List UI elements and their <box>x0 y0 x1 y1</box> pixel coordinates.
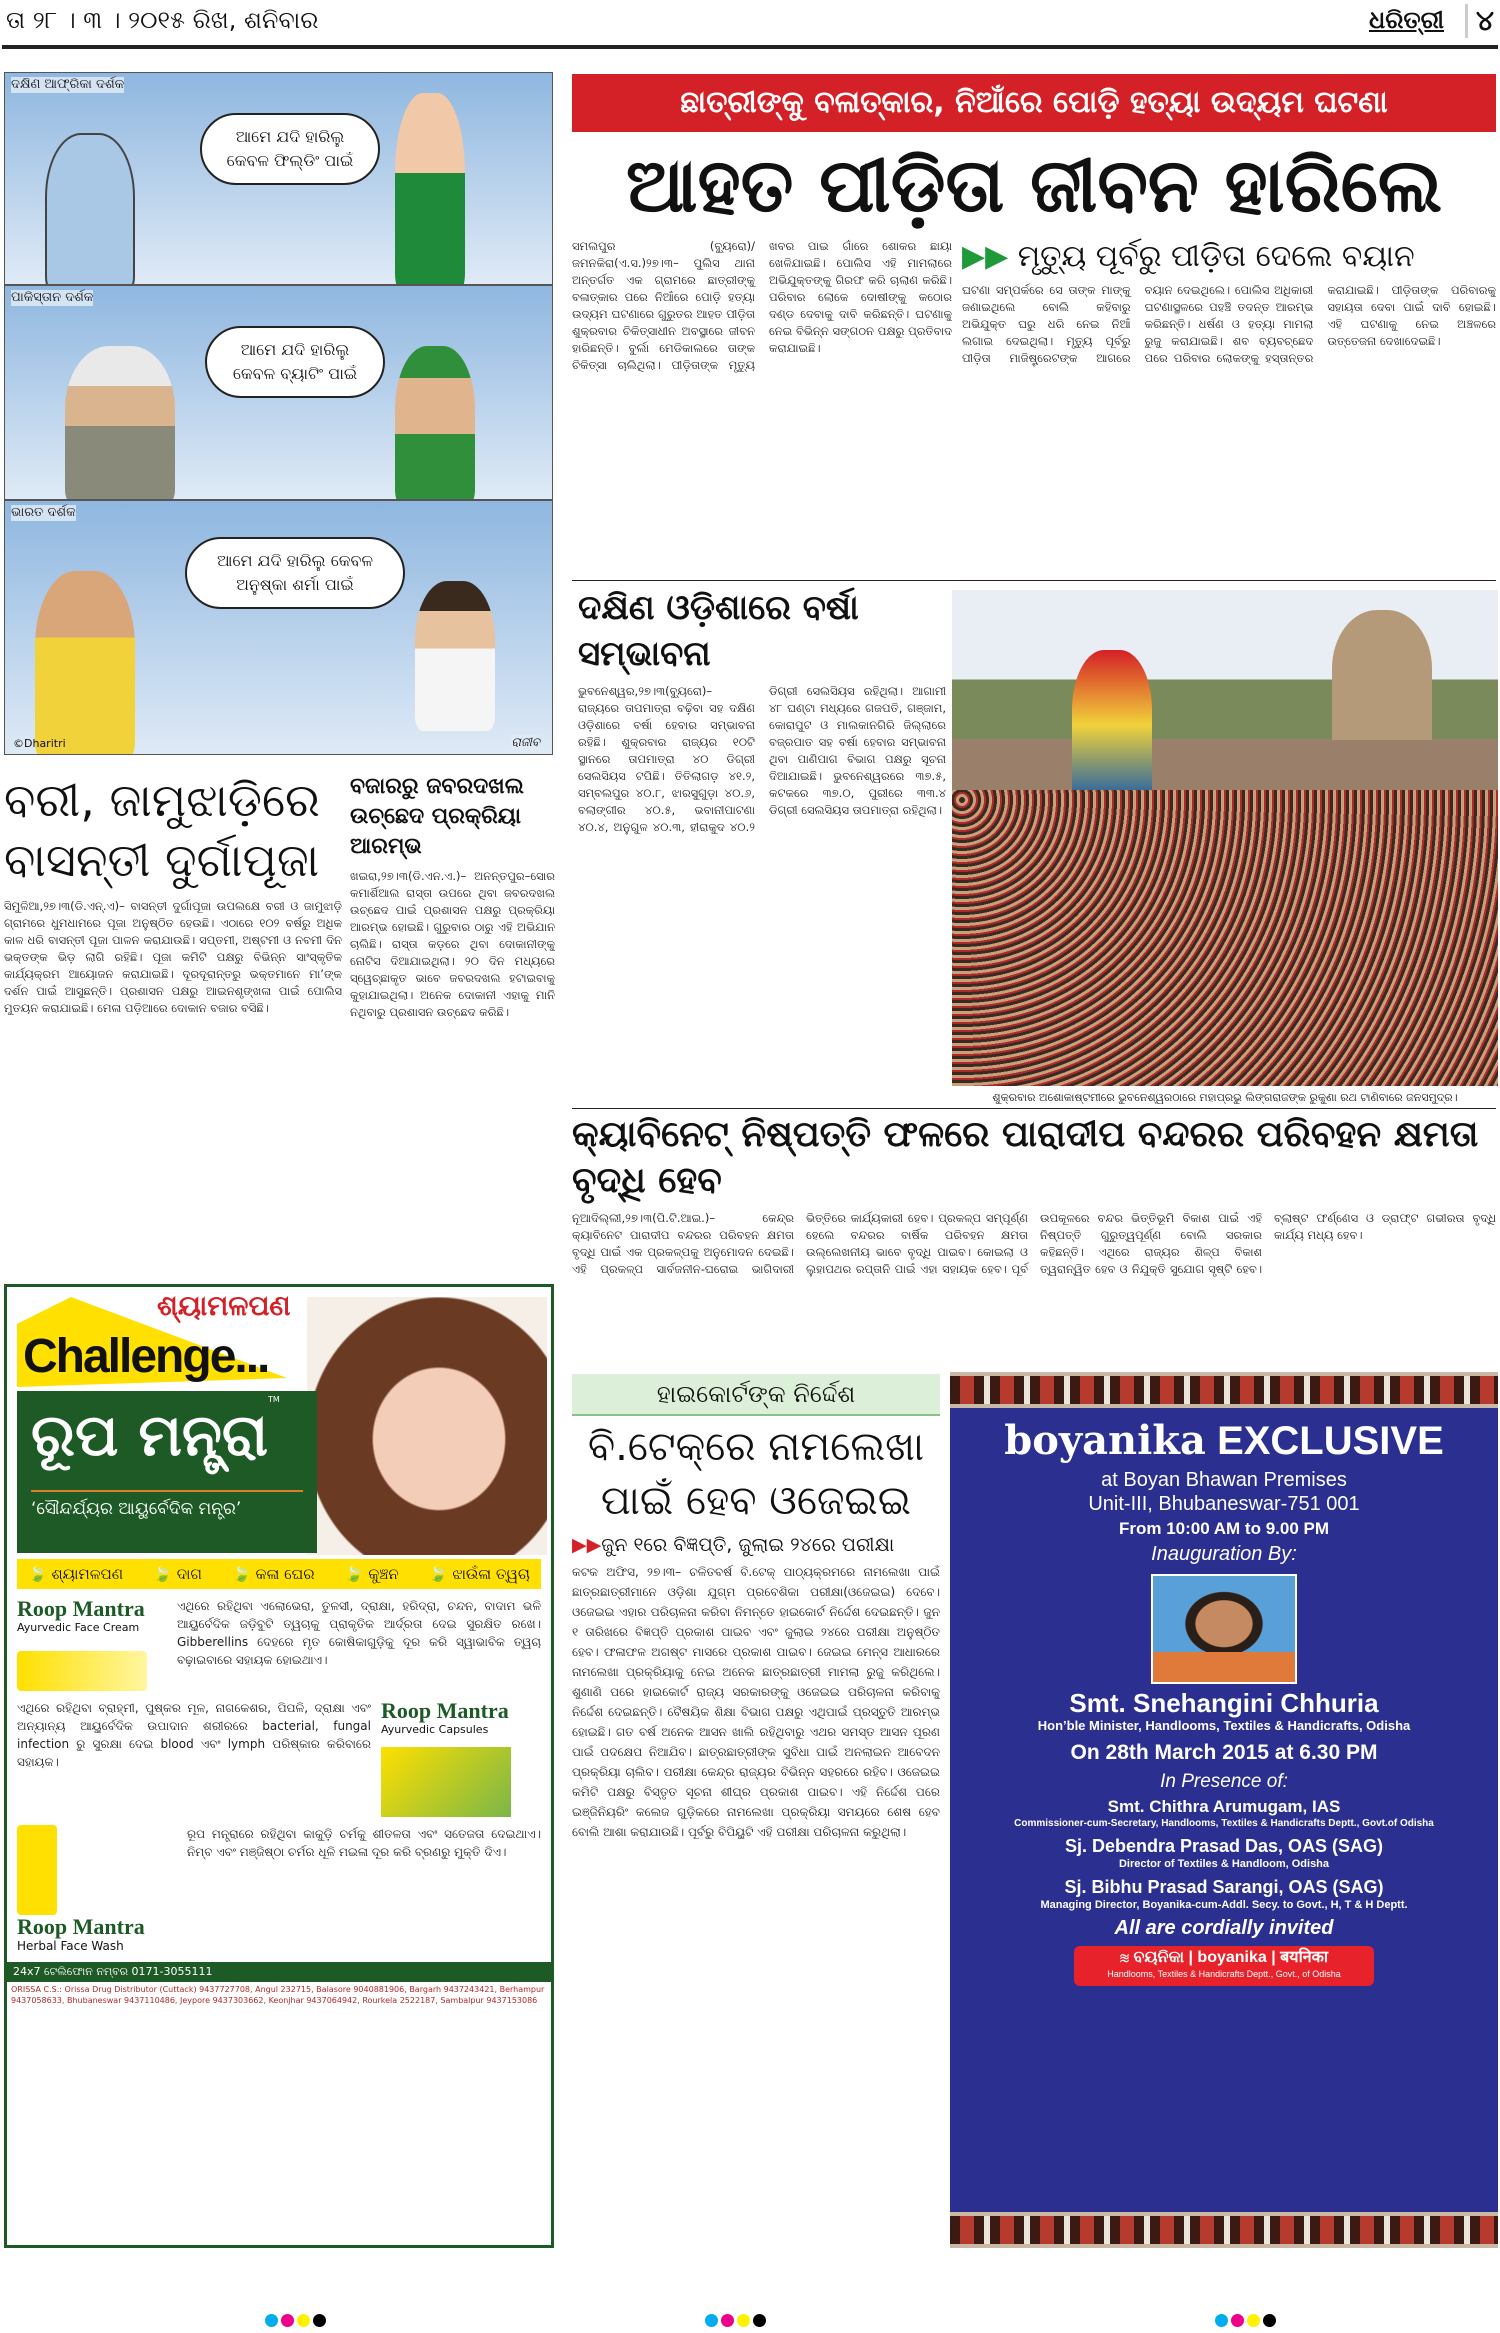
benefits-bar <box>17 1559 541 1589</box>
bari-body: ସିମୁଳିଆ,୨୭।୩(ଡି.ଏନ୍.ଏ)– ବାସନ୍ତୀ ଦୁର୍ଗାପୂଜା ଉପଲକ୍ଷେ ବରୀ ଓ ଜାମୁଝାଡ଼ି ଗ୍ରାମରେ ଧୁମଧାମରେ ପୂଜା ଅନୁଷ୍ଠିତ ହେଉଛି। ଏଠାରେ ୧୦୨ ବର୍ଷରୁ ଅଧିକ କାଳ ଧରି ବାସନ୍ତୀ ପୂଜା ପାଳନ କରାଯାଉଛି। ସପ୍ତମୀ, ଅଷ୍ଟମୀ ଓ ନବମୀ ଦିନ ଭକ୍ତଙ୍କ ଭିଡ଼ ଲାଗି ରହିଛି। ପୂଜା କମିଟି ପକ୍ଷରୁ ବିଭିନ୍ନ ସାଂସ୍କୃତିକ କାର୍ଯ୍ୟକ୍ରମ ଆୟୋଜନ କରାଯାଇଛି। ଦୂରଦୂରାନ୍ତରୁ ଭକ୍ତମାନେ ମା’ଙ୍କ ଦର୍ଶନ ପାଇଁ ଆସୁଛନ୍ତି। ପ୍ରଶାସନ ପକ୍ଷରୁ ଆଇନଶୃଙ୍ଖଳା ପାଇଁ ପୋଲିସ ମୁତୟନ କରାଯାଇଛି। ମେଳା ପଡ଼ିଆରେ ଦୋକାନ ବଜାର ବସିଛି। <box>4 899 342 1015</box>
inauguration-label: Inauguration By: <box>1151 1543 1297 1565</box>
speech-bubble: ଆମେ ଯଦି ହାରିଲୁ କେବଳ ଫିଲ୍ଡିଂ ପାଇଁ <box>200 113 380 185</box>
chief-guest-title: Hon’ble Minister, Handlooms, Textiles & Handicrafts, Odisha <box>1037 1718 1411 1733</box>
chariot-shape <box>1072 650 1152 800</box>
divider <box>572 1108 1496 1109</box>
product-face-cream <box>17 1597 541 1691</box>
product-capsules <box>17 1699 541 1817</box>
brand-row <box>31 1395 303 1490</box>
model-photo <box>307 1297 547 1555</box>
lead-body-left: ସମଲପୁର (ବ୍ୟୁରୋ)/ଜମନକିରା(ଏ.ସ.)୨୭।୩– ପୁଲିସ ଥାନା ଅନ୍ତର୍ଗତ ଏକ ଗ୍ରାମରେ ଛାତ୍ରୀଙ୍କୁ ବଳାତ୍କାର ପରେ ନିଆଁରେ ପୋଡ଼ି ହତ୍ୟା ଉଦ୍ୟମ ଘଟଣାରେ ଗୁରୁତର ଆହତ ପୀଡ଼ିତା ଶୁକ୍ରବାର ଚିକିତ୍ସାଧୀନ ଅବସ୍ଥାରେ ଜୀବନ ହାରିଛନ୍ତି। ବୁର୍ଲା ମେଡିକାଲରେ ତାଙ୍କ ଚିକିତ୍ସା ଚାଲିଥିଲା। ପୀଡ଼ିତାଙ୍କ ମୃତ୍ୟୁ ଖବର ପାଇ ଗାଁରେ ଶୋକର ଛାୟା ଖେଳିଯାଇଛି। ପୋଲିସ ଏହି ମାମଲାରେ ଅଭିଯୁକ୍ତଙ୍କୁ ଗିରଫ କରି ଚାଲାଣ କରିଛି। ପରିବାର ଲୋକେ ଦୋଷୀଙ୍କୁ କଠୋର ଦଣ୍ଡ ଦେବାକୁ ଦାବି କରିଛନ୍ତି। ଘଟଣାକୁ ନେଇ ବିଭିନ୍ନ ସଙ୍ଗଠନ ପକ୍ଷରୁ ପ୍ରତିବାଦ କରାଯାଇଛି। <box>572 239 952 372</box>
character-figure <box>65 346 175 500</box>
product-face-wash <box>17 1825 541 1954</box>
bari-headline: ବରୀ, ଜାମୁଝାଡ଼ିରେ ବାସନ୍ତୀ ଦୁର୍ଗାପୂଜା <box>4 773 320 887</box>
bari-story <box>4 770 342 1265</box>
ikat-border <box>950 1372 1498 1408</box>
product-desc: ଏଥିରେ ରହିଥିବା ଏଲୋଭେରା, ତୁଳସୀ, ଦ୍ରାକ୍ଷା, ହରିଦ୍ରା, ଚନ୍ଦନ, ବାଦାମ ଭଳି ଆୟୁର୍ବେଦିକ ଜଡ଼ିବୁଟି ତ୍ୱଚାକୁ ପ୍ରାକୃତିକ ଆର୍ଦ୍ରତା ଦେଇ ସୁରକ୍ଷିତ ରଖେ। Gibberellins ଦେହରେ ମୃତ କୋଷିକାଗୁଡ଼ିକୁ ଦୂର କରି ସ୍ୱାଭାବିକ ତ୍ୱଚା ବଢ଼ାଇବାରେ ସହାୟକ ହୋଇଥାଏ। <box>177 1599 541 1667</box>
guest-title: Commissioner-cum-Secretary, Handlooms, Textiles & Handicrafts Deptt., Govt.of Odisha <box>1014 1818 1434 1829</box>
chief-guest-photo <box>1151 1574 1297 1684</box>
lead-kicker: ଛାତ୍ରୀଙ୍କୁ ବଳାତ୍କାର, ନିଆଁରେ ପୋଡ଼ି ହତ୍ୟା ଉଦ୍ୟମ ଘଟଣା <box>572 74 1496 132</box>
benefit-label: ଝାଉଁଳା ତ୍ୱଚା <box>452 1565 530 1583</box>
benefit-item: 🍃 କଳା ଘେର <box>232 1565 315 1583</box>
benefit-label: ଦାଗ <box>176 1565 202 1583</box>
registration-marks <box>705 2314 766 2327</box>
guest-name: Sj. Debendra Prasad Das, OAS (SAG) <box>1064 1836 1384 1856</box>
benefit-label: ଶ୍ୟାମଳପଣ <box>51 1565 124 1583</box>
product-type: Ayurvedic Face Cream <box>17 1621 140 1634</box>
chief-guest-name: Smt. Snehangini Chhuria <box>1069 1688 1379 1718</box>
rain-headline: ଦକ୍ଷିଣ ଓଡ଼ିଶାରେ ବର୍ଷା ସମ୍ଭାବନା <box>578 588 859 674</box>
tag-odia: ଶ୍ୟାମଳପଣ <box>157 1289 291 1322</box>
bazar-body: ଖଇରା,୨୭।୩(ଡି.ଏନ.ଏ.)– ଅନନ୍ତପୁର–ସୋର କମାର୍ଶିଆଲ ରାସ୍ତା ଉପରେ ଥିବା ଜବରଦଖଲ ଉଚ୍ଛେଦ ପାଇଁ ପ୍ରଶାସନ ପକ୍ଷରୁ ପ୍ରକ୍ରିୟା ଆରମ୍ଭ ହୋଇଛି। ଗୁରୁବାର ଠାରୁ ଏହି ଅଭିଯାନ ଚାଲିଛି। ରାସ୍ତା କଡ଼ରେ ଥିବା ଦୋକାନୀଙ୍କୁ ନୋଟିସ ଦିଆଯାଇଥିଲା। ୨୦ ଦିନ ମଧ୍ୟରେ ସ୍ୱେଚ୍ଛାକୃତ ଭାବେ ଜବରଦଖଲ ହଟାଇବାକୁ କୁହାଯାଇଥିଲା। ଅନେକ ଦୋକାନୀ ଏହାକୁ ମାନି ନଥିବାରୁ ପ୍ରଶାସନ ଉଚ୍ଛେଦ କରିଛି। <box>350 869 555 1019</box>
highcourt-subhead <box>572 1532 940 1558</box>
lead-columns <box>572 238 1496 576</box>
highcourt-kicker: ହାଇକୋର୍ଟଙ୍କ ନିର୍ଦ୍ଦେଶ <box>572 1374 940 1416</box>
product-brand <box>381 1699 541 1817</box>
footer-dept: Handlooms, Textiles & Handicrafts Deptt., Govt., of Odisha <box>1107 1969 1341 1979</box>
venue-line1: at Boyan Bhawan Premises <box>1101 1469 1347 1491</box>
rain-body: ଭୁବନେଶ୍ୱର,୨୭।୩(ବ୍ୟୁରୋ)– ରାଜ୍ୟରେ ତାପମାତ୍ରା ବଢ଼ିବା ସହ ଦକ୍ଷିଣ ଓଡ଼ିଶାରେ ବର୍ଷା ହେବାର ସମ୍ଭାବନା ରହିଛି। ଶୁକ୍ରବାର ରାଜ୍ୟର ୧୦ଟି ସ୍ଥାନରେ ତାପମାତ୍ରା ୪୦ ଡିଗ୍ରୀ ସେଲସିୟସ ଟପିଛି। ତିତିଲାଗଡ଼ ୪୧.୨, ସମ୍ବଲପୁର ୪୦.୮, ଝାରସୁଗୁଡ଼ା ୪୦.୬, ବଲାଙ୍ଗୀର ୪୦.୫, ଭବାନୀପାଟଣା ୪୦.୪, ଅନୁଗୁଳ ୪୦.୩, ହୀରାକୁଦ ୪୦.୨ ଡିଗ୍ରୀ ସେଲସିୟସ ରହିଥିଲା। ଆଗାମୀ ୪୮ ଘଣ୍ଟା ମଧ୍ୟରେ ଗଜପତି, ଗଞ୍ଜାମ, କୋରାପୁଟ ଓ ମାଲକାନଗିରି ଜିଲ୍ଲାରେ ବଜ୍ରପାତ ସହ ବର୍ଷା ହେବାର ସମ୍ଭାବନା ଥିବା ପାଣିପାଗ ବିଭାଗ ପକ୍ଷରୁ ସୂଚନା ଦିଆଯାଇଛି। ଭୁବନେଶ୍ୱରରେ ୩୭.୫, କଟକରେ ୩୭.୦, ପୁରୀରେ ୩୩.୪ ଡିଗ୍ରୀ ସେଲସିୟସ ତାପମାତ୍ରା ରହିଥିଲା। <box>578 684 946 834</box>
boyanika-footer-logo <box>1074 1946 1374 1986</box>
product-tube <box>17 1651 147 1691</box>
benefit-item: 🍃 ଶ୍ୟାମଳପଣ <box>28 1565 124 1583</box>
lead-right-column <box>962 238 1496 576</box>
highcourt-subhead-text: ଜୁନ ୧ରେ ବିଜ୍ଞପ୍ତି, ଜୁଲାଇ ୨୪ରେ ପରୀକ୍ଷା <box>601 1534 895 1556</box>
product-name: Roop Mantra <box>17 1914 145 1939</box>
product-brand <box>17 1825 177 1954</box>
header-rule <box>2 45 1498 49</box>
challenge-text: Challenge... <box>23 1330 269 1383</box>
product-bottle <box>17 1825 57 1915</box>
invite-text: All are cordially invited <box>1114 1917 1334 1939</box>
product-name: Roop Mantra <box>17 1596 145 1621</box>
product-brand <box>17 1597 167 1691</box>
registration-marks <box>265 2314 326 2327</box>
highcourt-body: କଟକ ଅଫିସ, ୨୭।୩– ଚଳିତବର୍ଷ ବି.ଟେକ୍ ପାଠ୍ୟକ୍ରମରେ ନାମଲେଖା ପାଇଁ ଛାତ୍ରଛାତ୍ରୀମାନେ ଓଡ଼ିଶା ଯୁଗ୍ମ ପ୍ରବେଶିକା ପରୀକ୍ଷା(ଓଜେଇଇ) ଦେବେ। ଓଜେଇଇ ଏହାର ପରିଚାଳନା କରିବା ନିମନ୍ତେ ହାଇକୋର୍ଟ ନିର୍ଦ୍ଦେଶ ଦେଇଛନ୍ତି। ଜୁନ ୧ ତାରିଖରେ ବିଜ୍ଞପ୍ତି ପ୍ରକାଶ ପାଇବ ଏବଂ ଜୁଲାଇ ୨୪ରେ ପରୀକ୍ଷା ଅନୁଷ୍ଠିତ ହେବ। ଫଳାଫଳ ଅଗଷ୍ଟ ମାସରେ ପ୍ରକାଶ ପାଇବ। ଜେଇଇ ମେନ୍ସ ଆଧାରରେ ନାମଲେଖା ପ୍ରକ୍ରିୟାକୁ ନେଇ ଅନେକ ଛାତ୍ରଛାତ୍ରୀ ମାମଲା ରୁଜୁ କରିଥିଲେ। ଶୁଣାଣି ପରେ ହାଇକୋର୍ଟ ରାଜ୍ୟ ସରକାରଙ୍କୁ ଓଜେଇଇ ପରିଚାଳନା କରିବାକୁ ନିର୍ଦ୍ଦେଶ ଦେଇଛନ୍ତି। ବୈଷୟିକ ଶିକ୍ଷା ବିଭାଗ ପକ୍ଷରୁ ଏଥିପାଇଁ ପ୍ରସ୍ତୁତି ଆରମ୍ଭ ହୋଇଛି। ଗତ ବର୍ଷ ଅନେକ ଆସନ ଖାଲି ରହିଥିବାରୁ ଏଥର ସମସ୍ତ ଆସନ ପୂରଣ ପାଇଁ ପଦକ୍ଷେପ ନିଆଯିବ। ଛାତ୍ରଛାତ୍ରୀଙ୍କ ସୁବିଧା ପାଇଁ ଅନଲାଇନ ଆବେଦନ ପ୍ରକ୍ରିୟା ଚାଲିବ। ପରୀକ୍ଷା କେନ୍ଦ୍ର ରାଜ୍ୟର ବିଭିନ୍ନ ସହରରେ ରହିବ। ଓଜେଇଇ କମିଟି ପକ୍ଷରୁ ବିସ୍ତୃତ ସୂଚନା ଶୀଘ୍ର ପ୍ରକାଶ ପାଇବ। ଏହି ନିର୍ଦ୍ଦେଶ ପରେ ଇଞ୍ଜିନିୟରିଂ କଲେଜ ଗୁଡ଼ିକରେ ନାମଲେଖା ପ୍ରକ୍ରିୟା ସମୟରେ ଶେଷ ହେବ ବୋଲି ଆଶା କରାଯାଉଛି। ପୂର୍ବରୁ ବିପିୟୁଟି ଏହି ପରୀକ୍ଷା ପରିଚାଳନା କରୁଥିଲା। <box>572 1565 940 1839</box>
cartoonist-signature: ରାଜୀବ <box>511 735 540 749</box>
photo-caption: ଶୁକ୍ରବାର ଅଶୋକାଷ୍ଟମୀରେ ଭୁବନେଶ୍ୱରଠାରେ ମହାପ୍ରଭୁ ଲିଙ୍ଗରାଜଙ୍କ ରୁକୁଣା ରଥ ଟାଣିବାରେ ଜନସମୁଦ୍ର। <box>992 1091 1458 1104</box>
logo-row: ≋ ବୟନିକା | boyanika | बयनिका <box>1119 1949 1329 1966</box>
product-name: Roop Mantra <box>381 1698 509 1723</box>
double-arrow-icon: ▶▶ <box>572 1534 602 1556</box>
helpline-bar <box>7 1962 551 1982</box>
ad-title-row <box>950 1418 1498 1464</box>
timing: From 10:00 AM to 9.00 PM <box>1118 1519 1330 1538</box>
boyanika-logo: boyanika <box>1004 1417 1206 1464</box>
benefit-label: କୁଞ୍ଚନ <box>368 1565 399 1583</box>
speech-bubble: ଆମେ ଯଦି ହାରିଲୁ କେବଳ ଅନୁଷ୍କା ଶର୍ମା ପାଇଁ <box>185 537 405 609</box>
event-date-time: On 28th March 2015 at 6.30 PM <box>1070 1741 1378 1764</box>
presence-label: In Presence of: <box>1160 1771 1288 1792</box>
bazar-headline: ବଜାରରୁ ଜବରଦଖଲ ଉଚ୍ଛେଦ ପ୍ରକ୍ରିୟା ଆରମ୍ଭ <box>350 774 524 859</box>
brand-block <box>17 1391 317 1553</box>
cabinet-story <box>572 1112 1496 1364</box>
cabinet-body: ନୂଆଦିଲ୍ଲୀ,୨୭।୩(ପି.ଟି.ଆଇ.)– କେନ୍ଦ୍ର କ୍ୟାବିନେଟ ପାରାଦୀପ ବନ୍ଦରର ପରିବହନ କ୍ଷମତା ବୃଦ୍ଧି ପାଇଁ ଏକ ପ୍ରକଳ୍ପକୁ ଅନୁମୋଦନ ଦେଇଛି। ଏହି ପ୍ରକଳ୍ପ ସାର୍ବଜନୀନ-ଘରୋଇ ଭାଗିଦାରୀ ଭିତ୍ତିରେ କାର୍ଯ୍ୟକାରୀ ହେବ। ପ୍ରକଳ୍ପ ସମ୍ପୂର୍ଣ୍ଣ ହେଲେ ବନ୍ଦରର ବାର୍ଷିକ ପରିବହନ କ୍ଷମତା ଉଲ୍ଲେଖନୀୟ ଭାବେ ବୃଦ୍ଧି ପାଇବ। କୋଇଲା ଓ ଲୁହାପଥର ରପ୍ତାନି ପାଇଁ ଏହା ସହାୟକ ହେବ। ପୂର୍ବ ଉପକୂଳରେ ବନ୍ଦର ଭିତ୍ତିଭୂମି ବିକାଶ ପାଇଁ ଏହି ନିଷ୍ପତ୍ତି ଗୁରୁତ୍ୱପୂର୍ଣ୍ଣ ବୋଲି ସରକାର କହିଛନ୍ତି। ଏଥିରେ ରାଜ୍ୟର ଶିଳ୍ପ ବିକାଶ ତ୍ୱରାନ୍ୱିତ ହେବ ଓ ନିଯୁକ୍ତି ସୁଯୋଗ ସୃଷ୍ଟି ହେବ। ବ୍ଲାଷ୍ଟ ଫର୍ଣ୍ଣେସ ଓ ଡ୍ରାଫ୍ଟ ଗଭୀରତା ବୃଦ୍ଧି କାର୍ଯ୍ୟ ମଧ୍ୟ ହେବ। <box>572 1211 1496 1276</box>
benefit-item: 🍃 କୁଞ୍ଚନ <box>344 1565 399 1583</box>
trademark: TM <box>268 1395 280 1404</box>
lead-subhead <box>962 238 1496 276</box>
highcourt-story <box>572 1374 940 2244</box>
cartoon-panel-1 <box>4 72 553 285</box>
product-pack <box>381 1747 511 1817</box>
bazar-story <box>350 772 555 1265</box>
lead-story <box>572 140 1496 576</box>
panel-label: ଦକ୍ଷିଣ ଆଫ୍ରିକା ଦର୍ଶକ <box>11 77 125 92</box>
temple-shape <box>1332 610 1432 740</box>
guest-name: Smt. Chithra Arumugam, IAS <box>1107 1797 1341 1816</box>
crowd <box>952 790 1498 1086</box>
distributors: ORISSA C.S.: Orissa Drug Distributor (Cuttack) 9437727708, Angul 232715, Balasore 9040881906, Bargarh 9437243421, Berhampur 9437058633, Bhubaneswar 9437110486, Jeypore 9437303662, Keonjhar 9437064942, Rourkela 2522187, Sambalpur 9437153086 <box>11 1985 545 2005</box>
lead-subhead-text: ମୃତ୍ୟୁ ପୂର୍ବରୁ ପୀଡ଼ିତା ଦେଲେ ବୟାନ <box>1017 239 1415 274</box>
cartoon-panel-2 <box>4 285 553 500</box>
logo-odia: ବୟନିକା <box>1133 1949 1185 1966</box>
product-type: Ayurvedic Capsules <box>381 1723 489 1736</box>
benefit-item: 🍃 ଝାଉଁଳା ତ୍ୱଚା <box>428 1565 530 1583</box>
guest-title: Director of Textiles & Handloom, Odisha <box>1118 1858 1330 1870</box>
benefit-label: କଳା ଘେର <box>255 1565 315 1583</box>
cartoon-panel-3 <box>4 500 553 755</box>
speech-bubble: ଆମେ ଯଦି ହାରିଲୁ କେବଳ ବ୍ୟାଟିଂ ପାଇଁ <box>205 326 385 398</box>
product-desc: ରୂପ ମନ୍ତ୍ରାରେ ରହିଥିବା କାକୁଡ଼ି ଚର୍ମକୁ ଶୀତଳତା ଏବଂ ସତେଜତା ଦେଇଥାଏ। ନିମ୍ବ ଏବଂ ମଞ୍ଜିଷ୍ଠା ଚର୍ମର ଧୂଳି ମଇଳା ଦୂର କରି ବ୍ରଣରୁ ମୁକ୍ତି ଦିଏ। <box>187 1827 541 1859</box>
product-type: Herbal Face Wash <box>17 1939 124 1953</box>
cartoon-credit: ©Dharitri <box>13 737 66 750</box>
product-desc: ଏଥିରେ ରହିଥିବା ବ୍ରାହ୍ମୀ, ପୁଷ୍କର ମୂଳ, ନାଗକେଶର, ପିପଳି, ଦ୍ରାକ୍ଷା ଏବଂ ଅନ୍ୟାନ୍ୟ ଆୟୁର୍ବେଦିକ ଉପାଦାନ ଶରୀରରେ bacterial, fungal infection ରୁ ସୁରକ୍ଷା ଦେଇ blood ଏବଂ lymph ପରିଷ୍କାର କରିବାରେ ସହାୟକ। <box>17 1701 371 1769</box>
boyanika-ad <box>950 1372 1498 2248</box>
logo-en: boyanika <box>1197 1949 1267 1966</box>
helpline: 24x7 ଟେଲିଫୋନ ନମ୍ବର 0171-3055111 <box>13 1965 213 1978</box>
venue-line2: Unit-III, Bhubaneswar-751 001 <box>1088 1493 1360 1515</box>
character-figure <box>395 346 475 500</box>
photo-block <box>952 590 1498 1105</box>
tagline: ‘ସୌନ୍ଦର୍ଯ୍ୟର ଆୟୁର୍ବେଦିକ ମନ୍ତ୍ର’ <box>31 1490 303 1520</box>
character-figure <box>35 571 135 755</box>
products <box>7 1597 551 1954</box>
benefit-item: 🍃 ଦାଗ <box>153 1565 202 1583</box>
rain-story <box>578 585 946 1100</box>
lead-headline: ଆହତ ପୀଡ଼ିତା ଜୀବନ ହାରିଲେ <box>625 143 1443 229</box>
panel-label: ପାକିସ୍ତାନ ଦର୍ଶକ <box>11 290 94 305</box>
masthead-logo: ଧରିତ୍ରୀ <box>1369 6 1444 34</box>
issue-date: ତା ୨୮ । ୩ । ୨୦୧୫ ରିଖ, ଶନିବାର <box>6 6 319 34</box>
guest-name: Sj. Bibhu Prasad Sarangi, OAS (SAG) <box>1064 1877 1384 1897</box>
character-figure <box>395 93 465 285</box>
lead-body-right: ଘଟଣା ସମ୍ପର୍କରେ ସେ ତାଙ୍କ ମାଙ୍କୁ ଜଣାଇଥିଲେ ବୋଲି କହିବାରୁ ଅଭିଯୁକ୍ତ ଘରୁ ଧରି ନେଇ ନିଆଁ ଲଗାଇ ଦେଇଥିଲା। ମୃତ୍ୟୁ ପୂର୍ବରୁ ପୀଡ଼ିତା ମାଜିଷ୍ଟ୍ରେଟଙ୍କ ଆଗରେ ବୟାନ ଦେଇଥିଲେ। ପୋଲିସ ଅଧିକାରୀ ଘଟଣାସ୍ଥଳରେ ପହଞ୍ଚି ତଦନ୍ତ ଆରମ୍ଭ କରିଛନ୍ତି। ଧର୍ଷଣ ଓ ହତ୍ୟା ମାମଲା ରୁଜୁ କରାଯାଇଛି। ଶବ ବ୍ୟବଚ୍ଛେଦ ପରେ ପରିବାର ଲୋକଙ୍କୁ ହସ୍ତାନ୍ତର କରାଯାଇଛି। ପୀଡ଼ିତାଙ୍କ ପରିବାରକୁ ସହାୟତା ଦେବା ପାଇଁ ଦାବି ହୋଇଛି। ଏହି ଘଟଣାକୁ ନେଇ ଅଞ୍ଚଳରେ ଉତ୍ତେଜନା ଦେଖାଦେଇଛି। <box>962 283 1496 365</box>
brand-odia: ରୂପ ମନ୍ତ୍ରା <box>31 1401 268 1469</box>
guest-title: Managing Director, Boyanika-cum-Addl. Secy. to Govt., H, T & H Deptt. <box>1040 1899 1408 1911</box>
highcourt-headline: ବି.ଟେକ୍‌ରେ ନାମଲେଖା ପାଇଁ ହେବ ଓଜେଇଇ <box>587 1424 925 1524</box>
divider <box>572 580 1496 581</box>
double-arrow-icon: ▶▶ <box>962 239 1018 274</box>
waves-icon: ≋ <box>1119 1949 1129 1966</box>
character-figure <box>415 581 495 731</box>
registration-marks <box>1215 2314 1276 2327</box>
page-header <box>0 0 1500 44</box>
rath-yatra-photo <box>952 590 1498 1086</box>
exclusive-title: EXCLUSIVE <box>1217 1419 1444 1463</box>
logo-hi: बयनिका <box>1280 1949 1329 1966</box>
ad-header <box>7 1287 551 1555</box>
page-number: ୪ <box>1465 4 1494 38</box>
roop-mantra-ad <box>4 1284 554 2248</box>
ikat-border <box>950 2212 1498 2248</box>
character-figure <box>45 133 135 285</box>
panel-label: ଭାରତ ଦର୍ଶକ <box>11 505 76 520</box>
cabinet-headline: କ୍ୟାବିନେଟ୍ ନିଷ୍ପତ୍ତି ଫଳରେ ପାରାଦୀପ ବନ୍ଦରର ପରିବହନ କ୍ଷମତା ବୃଦ୍ଧି ହେବ <box>572 1114 1479 1201</box>
